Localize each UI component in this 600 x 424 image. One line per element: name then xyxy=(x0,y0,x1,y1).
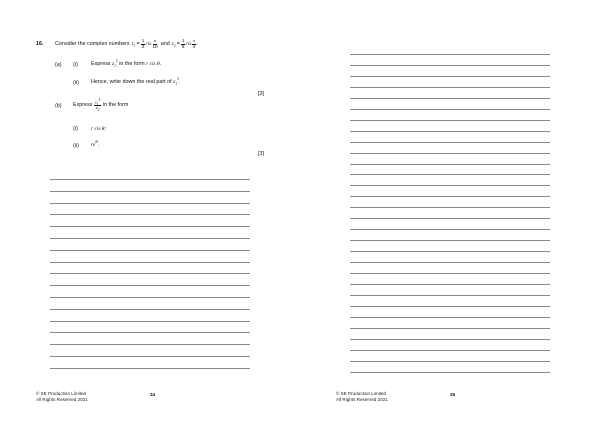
answer-line xyxy=(350,185,550,186)
part-b-marks: [3] xyxy=(258,151,264,157)
answer-line xyxy=(350,284,550,285)
answer-line xyxy=(50,250,250,251)
answer-line xyxy=(350,76,550,77)
answer-line xyxy=(350,339,550,340)
z2-modulus-fraction: $\frac{1}{8}$ xyxy=(181,37,185,49)
part-a-i-text: Express $z_1^5$ in the form r cis θ. xyxy=(91,59,162,69)
part-b-label: (b) xyxy=(55,103,62,109)
answer-line xyxy=(350,361,550,362)
z1-argument-fraction: $\frac{\pi}{10}$ xyxy=(152,37,158,49)
part-b-i-text: r cis θ; xyxy=(91,126,106,132)
answer-line xyxy=(350,251,550,252)
answer-line xyxy=(350,109,550,110)
z1-cis: cis xyxy=(145,41,152,47)
part-b-ii-text: $re^{i\theta}$. xyxy=(91,140,100,148)
answer-line xyxy=(350,196,550,197)
part-b-i-label: (i) xyxy=(73,126,78,132)
z1-symbol: $z_1$ xyxy=(131,41,136,49)
answer-line xyxy=(50,321,250,322)
left-footer-rights: All Rights Reserved 2021 xyxy=(36,397,88,402)
answer-line xyxy=(50,262,250,263)
left-footer xyxy=(36,391,88,403)
answer-line xyxy=(350,218,550,219)
right-footer xyxy=(336,391,388,403)
z1-modulus-fraction: $\frac{1}{2}$ xyxy=(141,37,145,49)
question-stem: Consider the complex numbers $z_1$ = $\frac{1}{2}$ cis $\frac{\pi}{10}$ and $z_2$ = $\frac{1}{8}$ cis $\frac{\pi}{4}$ . xyxy=(55,37,198,49)
part-a-ii-label: (ii) xyxy=(73,80,79,86)
part-a-marks: [3] xyxy=(258,91,264,97)
answer-line xyxy=(50,179,250,180)
answer-line xyxy=(350,87,550,88)
z2-cis: cis xyxy=(185,41,192,47)
answer-line xyxy=(350,262,550,263)
answer-line xyxy=(350,273,550,274)
right-page-number: 25 xyxy=(450,392,456,397)
part-a-i-label: (i) xyxy=(73,62,78,68)
answer-line xyxy=(50,226,250,227)
answer-line xyxy=(350,65,550,66)
answer-line xyxy=(50,214,250,215)
part-a-label: (a) xyxy=(55,62,62,68)
answer-line xyxy=(350,164,550,165)
answer-line xyxy=(50,344,250,345)
answer-line xyxy=(50,191,250,192)
answer-line xyxy=(50,332,250,333)
answer-line xyxy=(350,317,550,318)
part-a-ii-text: Hence, write down the real part of $z_1^5$. xyxy=(91,77,181,87)
answer-line xyxy=(350,120,550,121)
stem-prefix: Consider the complex numbers xyxy=(55,41,130,47)
answer-line xyxy=(50,273,250,274)
answer-line xyxy=(50,238,250,239)
answer-line xyxy=(350,207,550,208)
right-footer-rights: All Rights Reserved 2021 xyxy=(336,397,388,402)
answer-line xyxy=(350,153,550,154)
answer-line xyxy=(50,203,250,204)
answer-line xyxy=(350,131,550,132)
part-b-text: Express $\frac{z_1^5}{z_2}$ in the form xyxy=(73,97,129,112)
answer-line xyxy=(350,142,550,143)
z2-symbol: $z_2$ xyxy=(171,41,176,49)
right-footer-copyright: © SE Production Limited xyxy=(336,391,387,396)
stem-and: and xyxy=(160,41,170,47)
answer-line xyxy=(350,306,550,307)
part-b-ii-label: (ii) xyxy=(73,143,79,149)
answer-line xyxy=(50,285,250,286)
answer-line xyxy=(350,295,550,296)
answer-line xyxy=(50,368,250,369)
part-b-fraction: $\frac{z_1^5}{z_2}$ xyxy=(94,97,101,112)
answer-line xyxy=(350,229,550,230)
answer-line xyxy=(350,372,550,373)
question-number: 16. xyxy=(36,41,44,47)
answer-line xyxy=(50,297,250,298)
left-page-number: 24 xyxy=(150,392,156,397)
answer-line xyxy=(350,98,550,99)
answer-line xyxy=(350,174,550,175)
answer-line xyxy=(350,54,550,55)
z2-argument-fraction: $\frac{\pi}{4}$ xyxy=(192,37,196,49)
answer-line xyxy=(350,350,550,351)
answer-line xyxy=(50,309,250,310)
answer-line xyxy=(50,356,250,357)
answer-line xyxy=(350,240,550,241)
left-footer-copyright: © SE Production Limited xyxy=(36,391,87,396)
answer-line xyxy=(350,328,550,329)
